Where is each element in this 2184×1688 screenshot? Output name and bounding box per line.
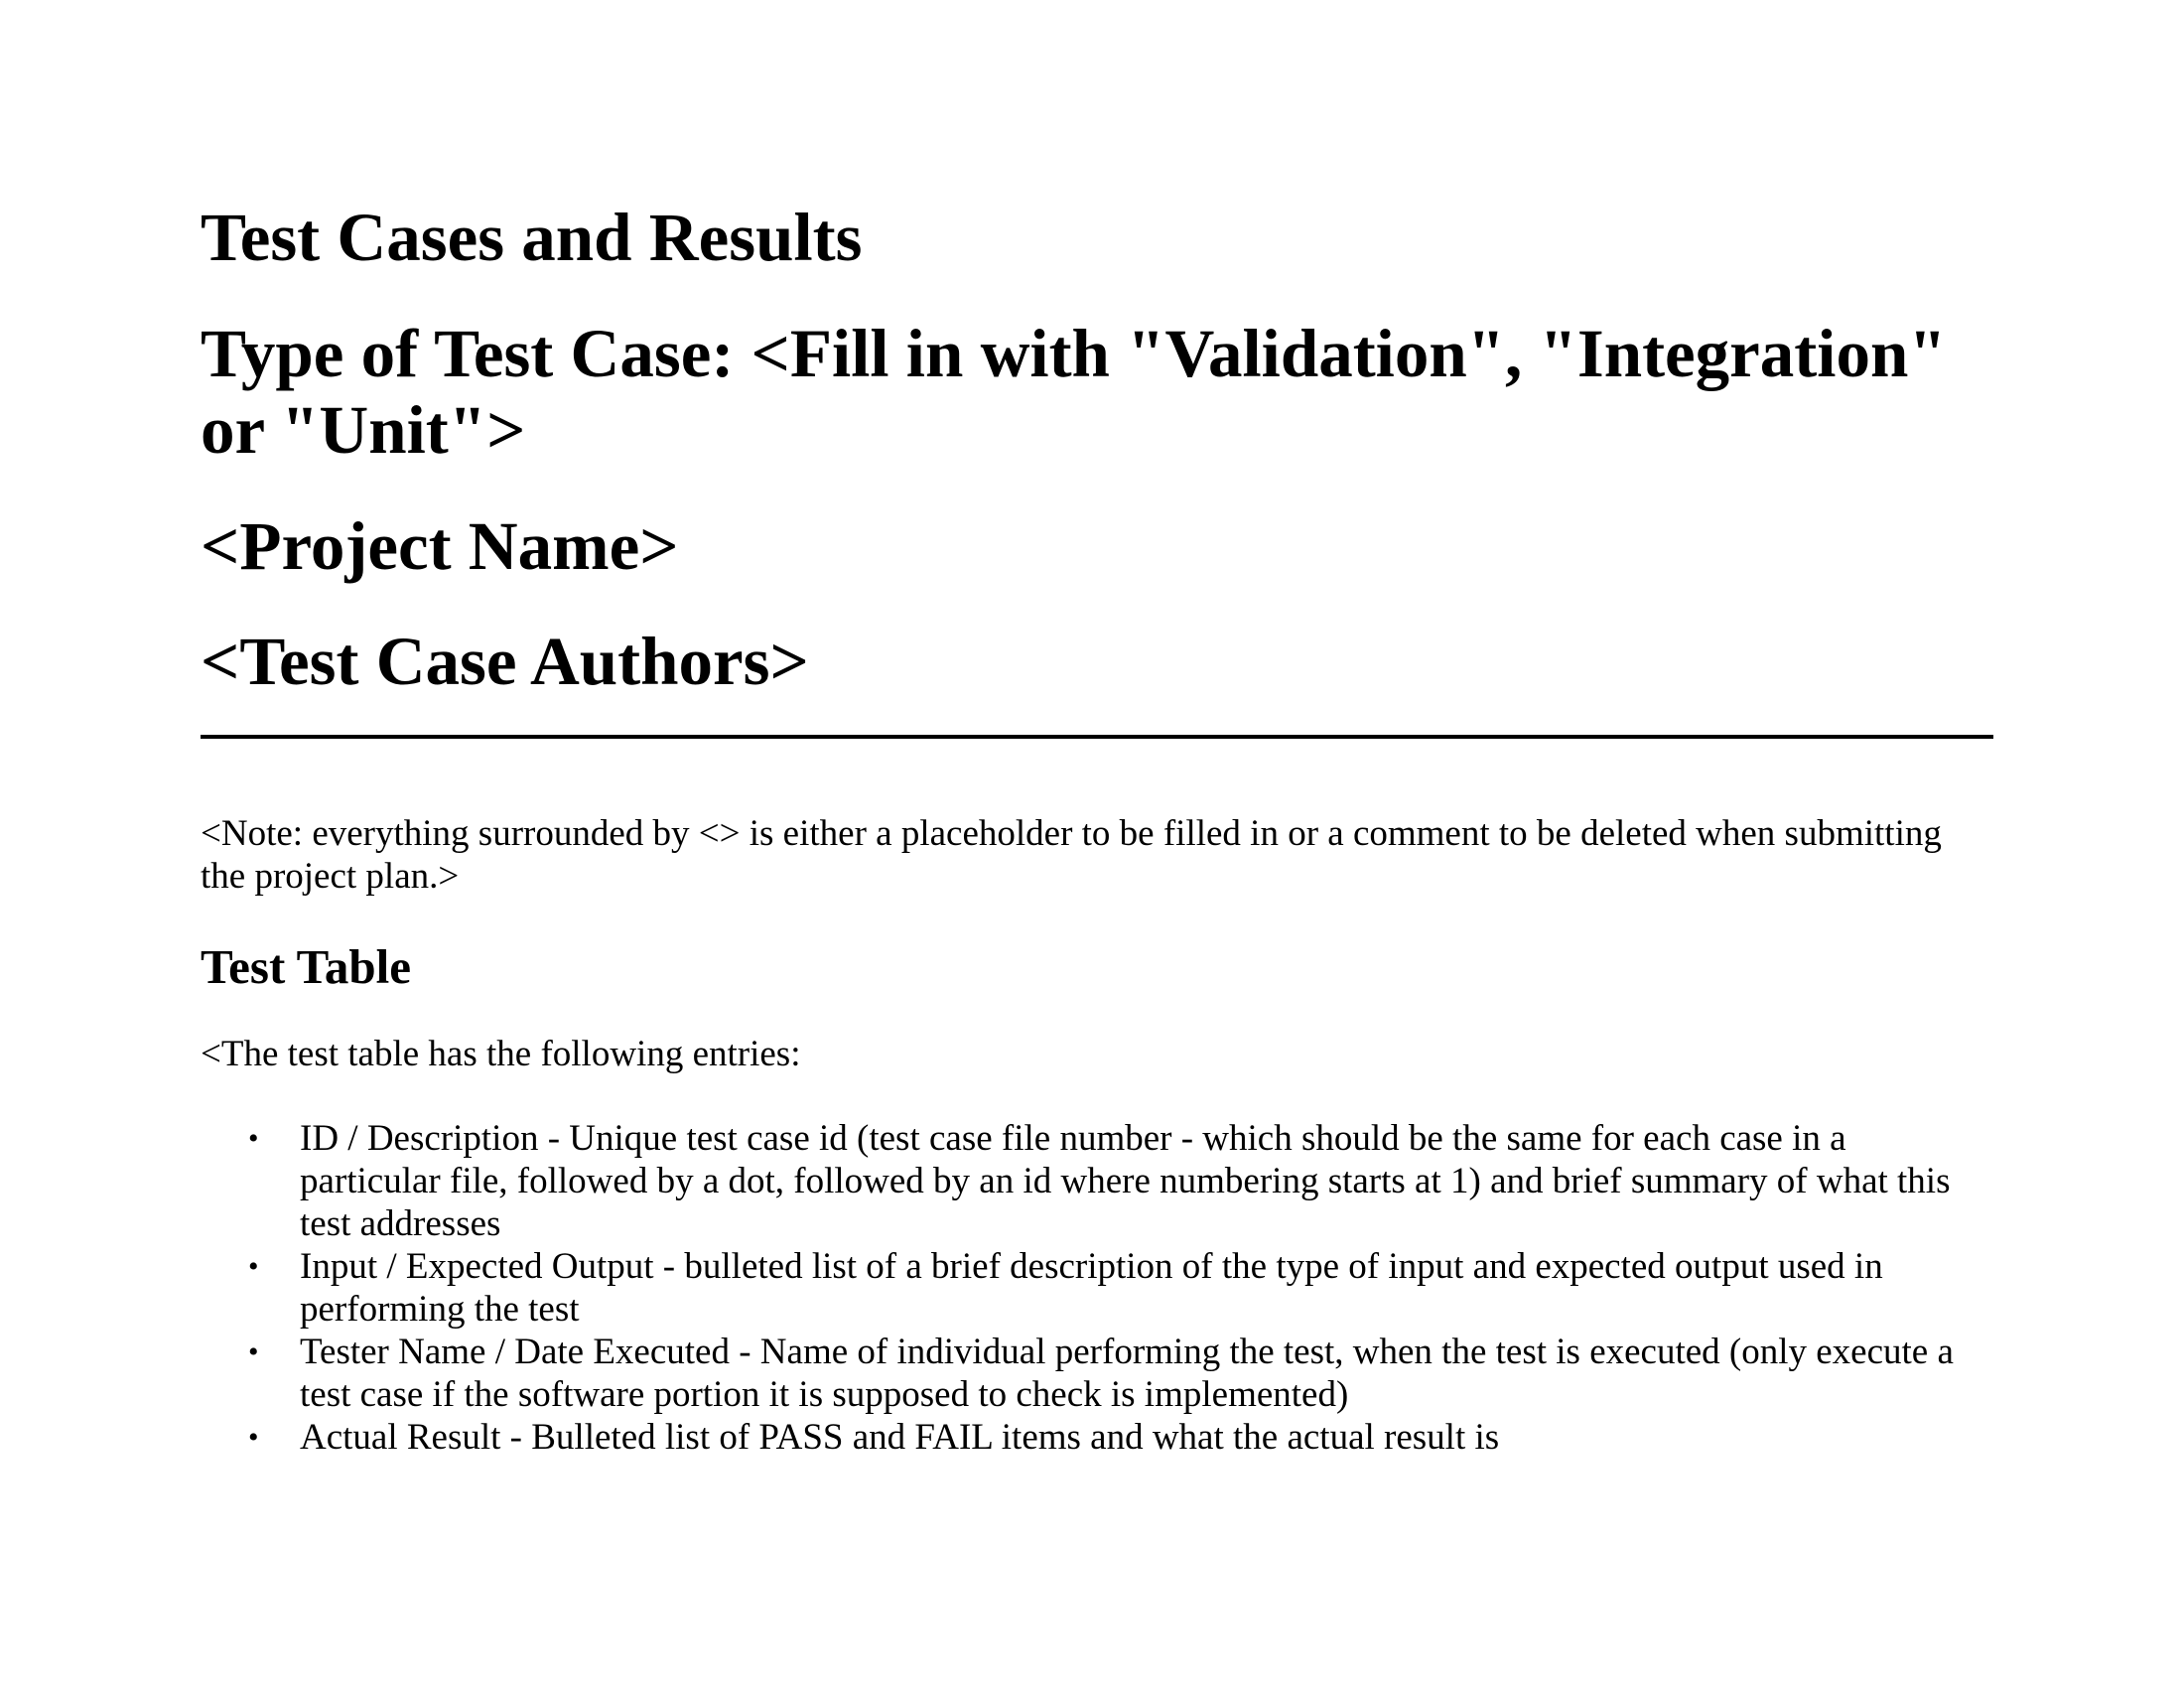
bullet-icon: • — [248, 1122, 259, 1155]
placeholder-note: <Note: everything surrounded by <> is either a placeholder to be filled in or a comment to be deleted when submitting the project plan.> — [201, 813, 1942, 897]
bullet-icon: • — [248, 1421, 259, 1454]
list-item-text: Actual Result - Bulleted list of PASS and FAIL items and what the actual result is — [300, 1417, 1500, 1458]
list-item — [201, 1416, 1993, 1459]
test-table-intro: <The test table has the following entries: — [201, 1034, 801, 1074]
page-title: Test Cases and Results — [201, 200, 863, 275]
test-case-type-heading: Type of Test Case: <Fill in with "Validation", "Integration" or "Unit"> — [201, 316, 1947, 468]
list-item-text: ID / Description - Unique test case id (test case file number - which should be the same for each case in a particular file, followed by a dot, followed by an id where numbering starts at 1) and brief summary of what this test addresses — [300, 1118, 1951, 1244]
horizontal-divider — [201, 735, 1993, 739]
list-item-text: Input / Expected Output - bulleted list of a brief description of the type of input and expected output used in performing the test — [300, 1246, 1883, 1330]
bullet-icon: • — [248, 1250, 259, 1283]
test-table-heading: Test Table — [201, 939, 411, 994]
list-item-text: Tester Name / Date Executed - Name of individual performing the test, when the test is executed (only execute a test case if the software portion it is supposed to check is implemented) — [300, 1332, 1954, 1415]
authors-heading: <Test Case Authors> — [201, 624, 809, 699]
list-item — [201, 1331, 1993, 1416]
project-name-heading: <Project Name> — [201, 508, 679, 584]
test-table-entries-list — [201, 1117, 1993, 1459]
list-item — [201, 1117, 1993, 1245]
list-item — [201, 1245, 1993, 1331]
bullet-icon: • — [248, 1336, 259, 1368]
